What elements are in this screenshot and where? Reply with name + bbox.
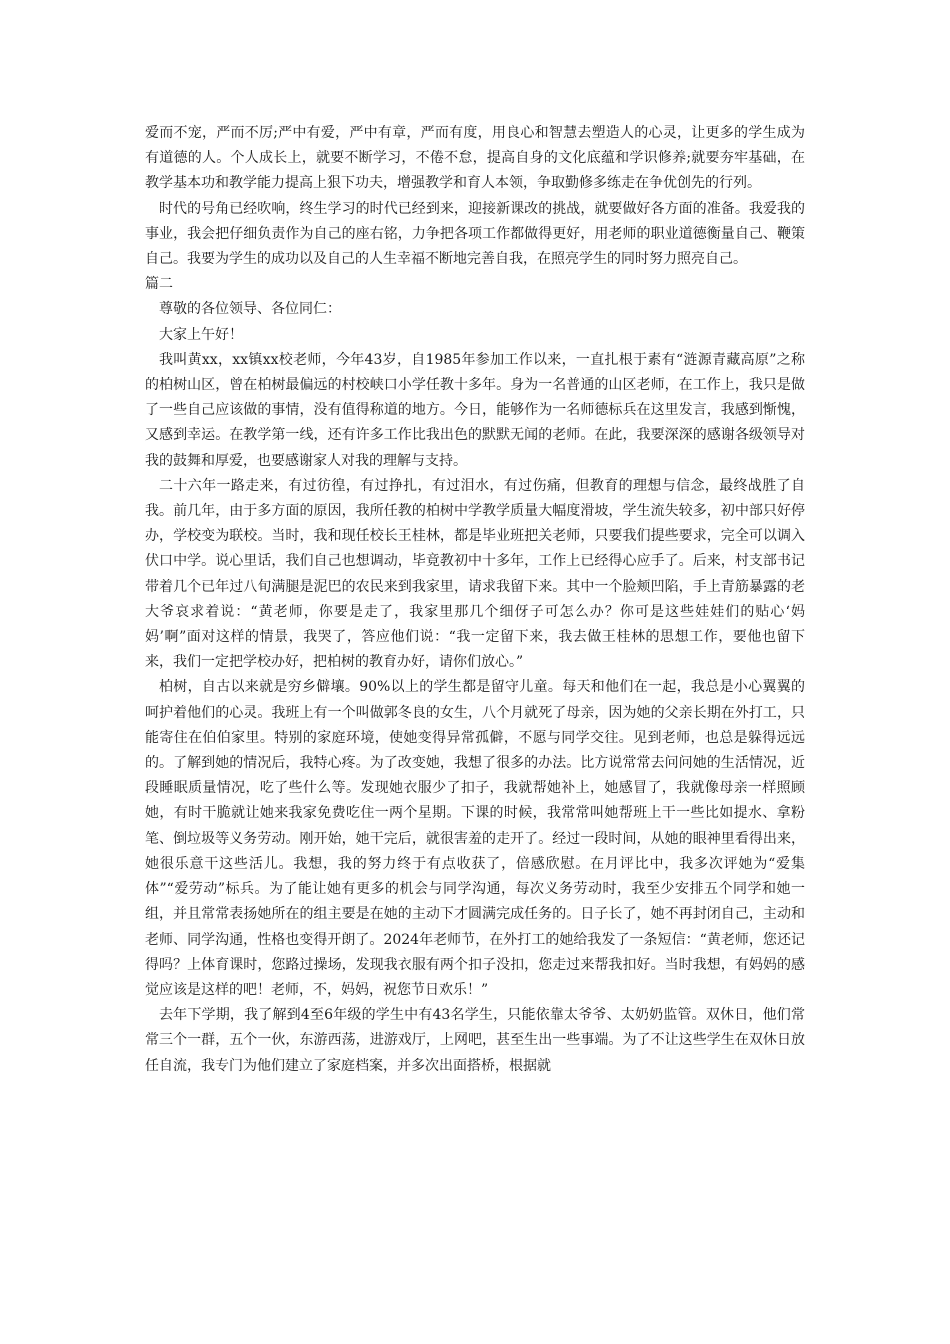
greeting: 大家上午好！ (159, 326, 243, 343)
document-page (145, 121, 805, 1079)
paragraph-continued: 爱而不宠，严而不厉;严中有爱，严中有章，严而有度，用良心和智慧去塑造人的心灵，让更多的学生成为有道德的人。个人成长上，就要不断学习，不倦不怠，提高自身的文化底蕴和学识修养;就要夯牢基础，在教学基本功和教学能力提高上狠下功夫，增强教学和育人本领，争取勤修多练走在争优创先的行列。 (145, 125, 805, 192)
salutation: 尊敬的各位领导、各位同仁： (159, 301, 341, 318)
paragraph-baishu: 柏树，自古以来就是穷乡僻壤。90%以上的学生都是留守儿童。每天和他们在一起，我总是小心翼翼的呵护着他们的心灵。我班上有一个叫做郭冬良的女生，八个月就死了母亲，因为她的父亲长期在外打工，只能寄住在伯伯家里。特别的家庭环境，使她变得异常孤僻，不愿与同学交往。见到老师，也总是躲得远远的。了解到她的情况后，我特心疼。为了改变她，我想了很多的办法。比方说常常去问问她的生活情况，近段睡眠质量情况，吃了些什么等。发现她衣服少了扣子，我就帮她补上，她感冒了，我就像母亲一样照顾她，有时干脆就让她来我家免费吃住一两个星期。下课的时候，我常常叫她帮班上干一些比如提水、拿粉笔、倒垃圾等义务劳动。刚开始，她干完后，就很害羞的走开了。经过一段时间，从她的眼神里看得出来，她很乐意干这些活儿。我想，我的努力终于有点收获了，倍感欣慰。在月评比中，我多次评她为“爱集体”“爱劳动”标兵。为了能让她有更多的机会与同学沟通，每次义务劳动时，我至少安排五个同学和她一组，并且常常表扬她所在的组主要是在她的主动下才圆满完成任务的。日子长了，她不再封闭自己，主动和老师、同学沟通，性格也变得开朗了。2024年老师节，在外打工的她给我发了一条短信：“黄老师，您还记得吗？上体育课时，您路过操场，发现我衣服有两个扣子没扣，您走过来帮我扣好。当时我想，有妈妈的感觉应该是这样的吧！老师，不，妈妈，祝您节日欢乐！” (145, 679, 805, 998)
paragraph-intro: 我叫黄xx，xx镇xx校老师，今年43岁，自1985年参加工作以来，一直扎根于素有“涟源青藏高原”之称的柏树山区，曾在柏树最偏远的村校峡口小学任教十多年。身为一名普通的山区老师，在工作上，我只是做了一些自己应该做的事情，没有值得称道的地方。今日，能够作为一名师德标兵在这里发言，我感到惭愧，又感到幸运。在教学第一线，还有许多工作比我出色的默默无闻的老师。在此，我要深深的感谢各级领导对我的鼓舞和厚爱，也要感谢家人对我的理解与支持。 (145, 351, 805, 469)
paragraph-26-years: 二十六年一路走来，有过彷徨，有过挣扎，有过泪水，有过伤痛，但教育的理想与信念，最终战胜了自我。前几年，由于多方面的原因，我所任教的柏树中学教学质量大幅度滑坡，学生流失较多，初中部只好停办，学校变为联校。当时，我和现任校长王桂林，都是毕业班把关老师，只要我们提些要求，完全可以调入伏口中学。说心里话，我们自己也想调动，毕竟教初中十多年，工作上已经得心应手了。后来，村支部书记带着几个已年过八旬满腿是泥巴的农民来到我家里，请求我留下来。其中一个脸颊凹陷，手上青筋暴露的老大爷哀求着说：“黄老师，你要是走了，我家里那几个细伢子可怎么办？你可是这些娃娃们的贴心‘妈妈’啊”面对这样的情景，我哭了，答应他们说：“我一定留下来，我去做王桂林的思想工作，要他也留下来，我们一定把学校办好，把柏树的教育办好，请你们放心。” (145, 477, 805, 671)
paragraph-last-term: 去年下学期，我了解到4至6年级的学生中有43名学生，只能依靠太爷爷、太奶奶监管。双休日，他们常常三个一群，五个一伙，东游西荡，进游戏厅，上网吧，甚至生出一些事端。为了不让这些学生在双休日放任自流，我专门为他们建立了家庭档案，并多次出面搭桥，根据就 (145, 1007, 805, 1074)
paragraph-era: 时代的号角已经吹响，终生学习的时代已经到来，迎接新课改的挑战，就要做好各方面的准备。我爱我的事业，我会把仔细负责作为自己的座右铭，力争把各项工作都做得更好，用老师的职业道德衡量自己、鞭策自己。我要为学生的成功以及自己的人生幸福不断地完善自我，在照亮学生的同时努力照亮自己。 (145, 200, 805, 268)
section-title: 篇二 (145, 276, 173, 293)
